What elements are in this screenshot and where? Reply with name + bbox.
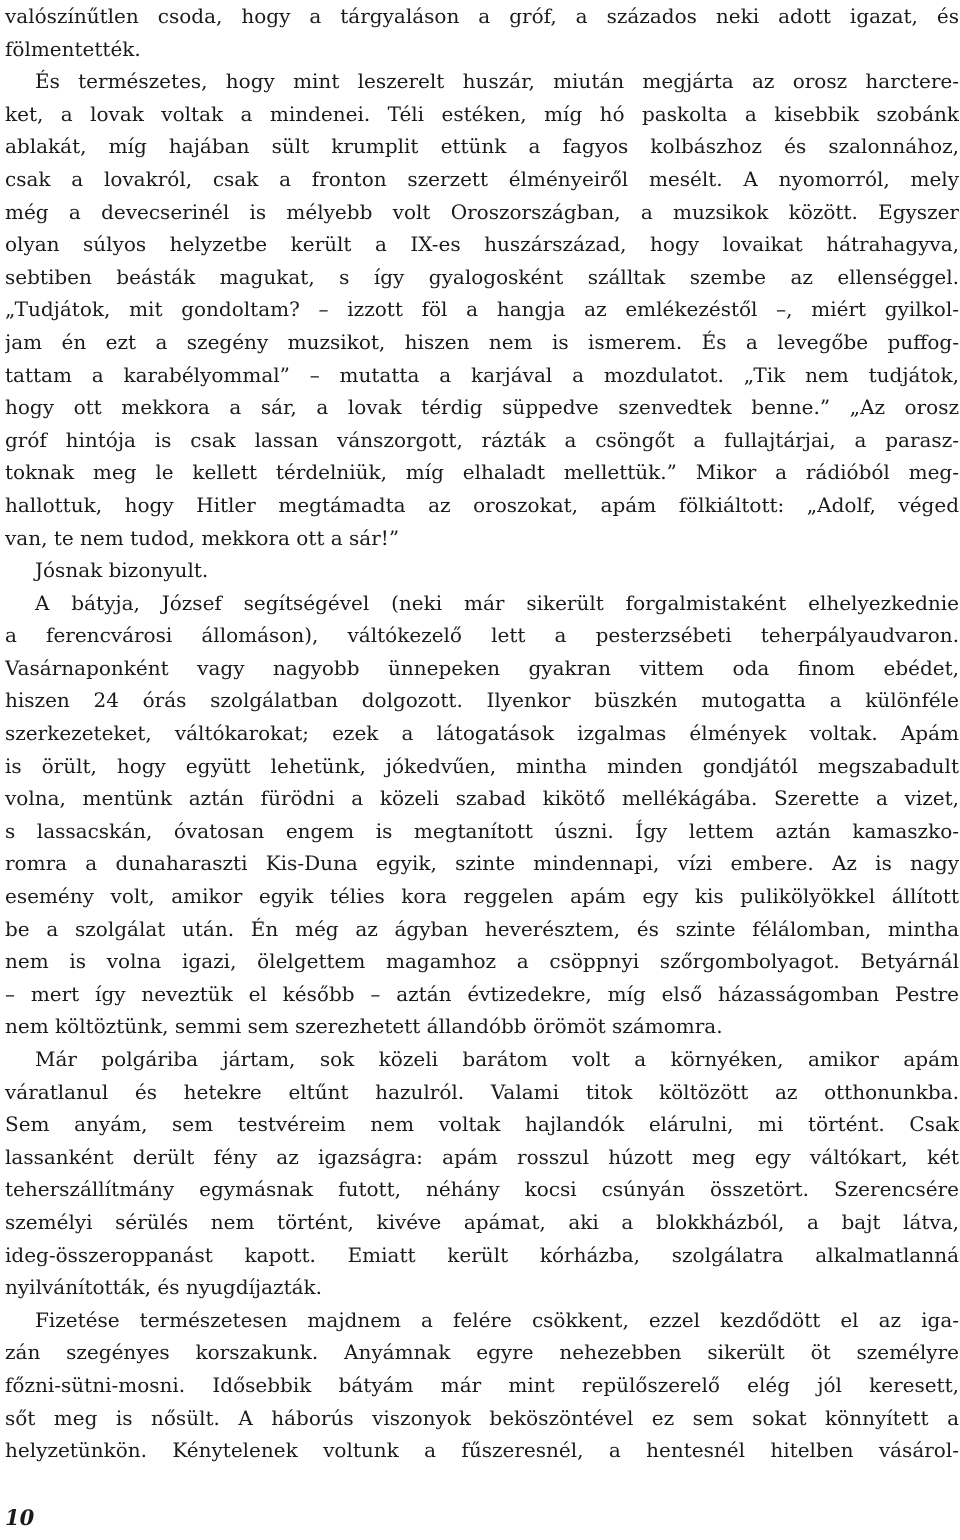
text-line: gróf hintója is csak lassan vánszorgott, rázták a csöngőt a fullajtárjai, a parasz- bbox=[5, 427, 959, 452]
text-line: zán szegényes korszakunk. Anyámnak egyre nehezebben sikerült öt személyre bbox=[5, 1340, 959, 1365]
text-line: ablakát, míg hajában sült krumplit ettünk a fagyos kolbászhoz és szalonnához, bbox=[5, 134, 959, 159]
text-line: nyilvánították, és nyugdíjazták. bbox=[5, 1275, 323, 1300]
text-line: van, te nem tudod, mekkora ott a sár!” bbox=[5, 525, 400, 550]
text-line: – mert így neveztük el később – aztán évtizedekre, míg első házasságomban Pestre bbox=[5, 981, 959, 1006]
text-line: hogy ott mekkora a sár, a lovak térdig süppedve szenvedtek benne.” „Az orosz bbox=[5, 395, 959, 420]
text-line: Fizetése természetesen majdnem a felére csökkent, ezzel kezdődött el az iga- bbox=[35, 1307, 959, 1332]
text-line: a ferencvárosi állomáson), váltókezelő lett a pesterzsébeti teherpályaudvaron. bbox=[5, 623, 959, 648]
page-number: 10 bbox=[5, 1505, 35, 1530]
text-line: hallottuk, hogy Hitler megtámadta az oroszokat, apám fölkiáltott: „Adolf, véged bbox=[5, 492, 959, 517]
text-line: s lassacskán, óvatosan engem is megtanított úszni. Így lettem aztán kamaszko- bbox=[5, 818, 959, 843]
text-line: sőt meg is nősült. A háborús viszonyok beköszöntével ez sem sokat könnyített a bbox=[5, 1405, 959, 1430]
text-line: nem is volna igazi, ölelgettem magamhoz a csöppnyi szőrgombolyagot. Betyárnál bbox=[5, 949, 959, 974]
text-line: főzni-sütni-mosni. Idősebbik bátyám már mint repülőszerelő elég jól keresett, bbox=[5, 1372, 959, 1397]
text-line: be a szolgálat után. Én még az ágyban heverésztem, és szinte félálomban, mintha bbox=[5, 916, 959, 941]
text-line: És természetes, hogy mint leszerelt huszár, miután megjárta az orosz harctere- bbox=[35, 69, 959, 94]
text-line: is örült, hogy együtt lehetünk, jókedvűen, mintha minden gondjától megszabadult bbox=[5, 753, 959, 778]
text-line: Vasárnaponként vagy nagyobb ünnepeken gyakran vittem oda finom ebédet, bbox=[5, 655, 959, 680]
text-line: szerkezeteket, váltókarokat; ezek a látogatások izgalmas élmények voltak. Apám bbox=[5, 721, 959, 746]
text-line: csak a lovakról, csak a fronton szerzett élményeiről mesélt. A nyomorról, mely bbox=[5, 166, 959, 191]
text-line: fölmentették. bbox=[5, 36, 141, 61]
text-line: lassanként derült fény az igazságra: apám rosszul húzott meg egy váltókart, két bbox=[5, 1144, 959, 1169]
text-line: ideg-összeroppanást kapott. Emiatt került kórházba, szolgálatra alkalmatlanná bbox=[5, 1242, 959, 1267]
text-line: „Tudjátok, mit gondoltam? – izzott föl a hangja az emlékezéstől –, miért gyilkol- bbox=[5, 297, 959, 322]
text-line: sebtiben beásták magukat, s így gyalogosként szálltak szembe az ellenséggel. bbox=[5, 264, 959, 289]
text-line: nem költöztünk, semmi sem szerezhetett állandóbb örömöt számomra. bbox=[5, 1014, 723, 1039]
text-line: valószínűtlen csoda, hogy a tárgyaláson a gróf, a százados neki adott igazat, és bbox=[5, 4, 959, 28]
text-line: még a devecserinél is mélyebb volt Oroszországban, a muzsikok között. Egyszer bbox=[5, 199, 959, 224]
text-line: ket, a lovak voltak a mindenei. Téli estéken, míg hó paskolta a kisebbik szobánk bbox=[5, 101, 959, 126]
text-line: váratlanul és hetekre eltűnt hazulról. Valami titok költözött az otthonunkba. bbox=[5, 1079, 959, 1104]
text-line: tattam a karabélyommal” – mutatta a karjával a mozdulatot. „Tik nem tudjátok, bbox=[5, 362, 959, 387]
text-line: Sem anyám, sem testvéreim nem voltak hajlandók elárulni, mi történt. Csak bbox=[5, 1112, 959, 1137]
text-line: toknak meg le kellett térdelniük, míg elhaladt mellettük.” Mikor a rádióból meg- bbox=[5, 460, 959, 485]
text-line: A bátyja, József segítségével (neki már sikerült forgalmistaként elhelyezkednie bbox=[35, 590, 959, 615]
text-line: jam én ezt a szegény muzsikot, hiszen nem is ismerem. És a levegőbe puffog- bbox=[5, 329, 959, 354]
text-line: esemény volt, amikor egyik télies kora reggelen apám egy kis pulikölyökkel állított bbox=[5, 884, 959, 909]
text-line: helyzetünkön. Kénytelenek voltunk a fűszeresnél, a hentesnél hitelben vásárol- bbox=[5, 1438, 959, 1463]
text-line: hiszen 24 órás szolgálatban dolgozott. Ilyenkor büszkén mutogatta a különféle bbox=[5, 688, 959, 713]
text-line: személyi sérülés nem történt, kivéve apámat, aki a blokkházból, a bajt látva, bbox=[5, 1209, 959, 1234]
text-line: teherszállítmány egymásnak futott, néhány kocsi csúnyán összetört. Szerencsére bbox=[5, 1177, 959, 1202]
text-line: Már polgáriba jártam, sok közeli barátom volt a környéken, amikor apám bbox=[35, 1047, 959, 1071]
text-line: volna, mentünk aztán fürödni a közeli szabad kikötő mellékágába. Szerette a vizet, bbox=[5, 786, 959, 811]
page-body bbox=[5, 0, 959, 1467]
text-line: romra a dunaharaszti Kis-Duna egyik, szinte mindennapi, vízi embere. Az is nagy bbox=[5, 851, 959, 876]
text-line: olyan súlyos helyzetbe került a IX-es huszárszázad, hogy lovaikat hátrahagyva, bbox=[5, 232, 959, 257]
text-line: Jósnak bizonyult. bbox=[35, 558, 209, 583]
